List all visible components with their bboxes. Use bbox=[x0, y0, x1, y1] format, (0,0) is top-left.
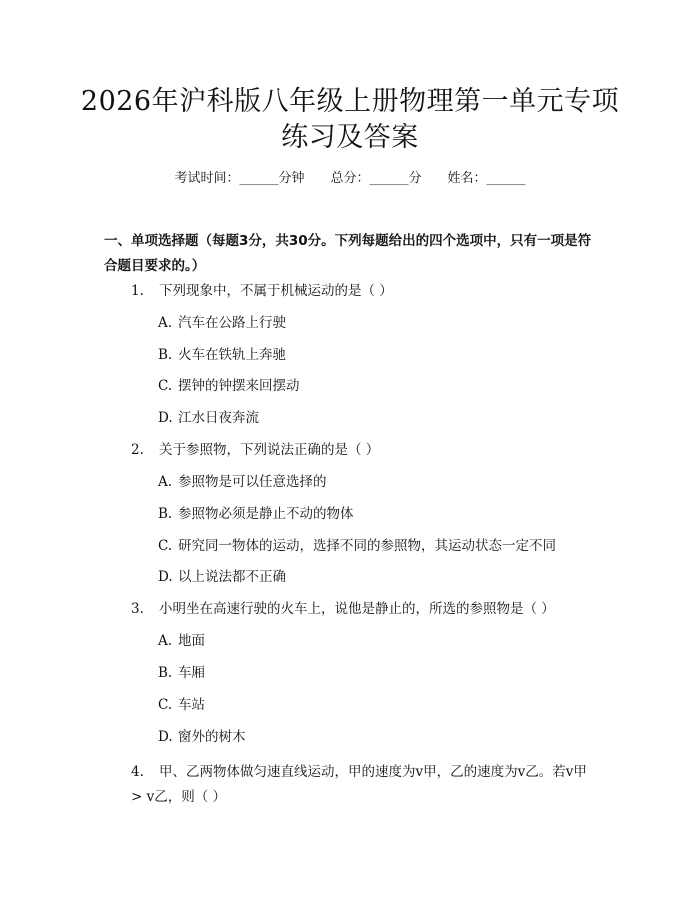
question-text: 小明坐在高速行驶的火车上，说他是静止的，所选的参照物是（ ） bbox=[159, 601, 555, 617]
option-3d bbox=[158, 727, 246, 747]
option-letter: A. bbox=[158, 633, 173, 649]
question-number: 2. bbox=[131, 442, 144, 458]
question-text: 关于参照物，下列说法正确的是（ ） bbox=[159, 442, 380, 458]
question-number: 1. bbox=[131, 283, 144, 299]
option-letter: B. bbox=[158, 665, 173, 681]
document-title-line-2: 练习及答案 bbox=[281, 122, 419, 153]
option-2d bbox=[158, 567, 286, 587]
question-1 bbox=[131, 281, 601, 301]
section-heading: 一、单项选择题（每题3分，共30分。下列每题给出的四个选项中，只有一项是符合题目要求的。） bbox=[104, 233, 592, 274]
option-text: 地面 bbox=[178, 633, 205, 649]
option-letter: D. bbox=[158, 729, 173, 745]
option-letter: A. bbox=[158, 474, 173, 490]
option-letter: B. bbox=[158, 506, 173, 522]
option-letter: D. bbox=[158, 569, 173, 585]
option-1c bbox=[158, 376, 300, 396]
option-letter: A. bbox=[158, 315, 173, 331]
option-text: 参照物必须是静止不动的物体 bbox=[178, 506, 354, 522]
option-text: 车厢 bbox=[178, 665, 205, 681]
option-1a bbox=[158, 313, 286, 333]
option-text: 以上说法都不正确 bbox=[178, 569, 286, 585]
total-score-field: 总分：______分 bbox=[330, 171, 422, 186]
option-letter: B. bbox=[158, 347, 173, 363]
option-2c bbox=[158, 536, 556, 556]
option-letter: C. bbox=[158, 378, 173, 394]
exam-time-field: 考试时间：______分钟 bbox=[174, 171, 305, 186]
option-3c bbox=[158, 695, 205, 715]
question-2 bbox=[131, 440, 601, 460]
option-text: 摆钟的钟摆来回摆动 bbox=[178, 378, 300, 394]
document-title-line-1: 2026年沪科版八年级上册物理第一单元专项 bbox=[80, 86, 620, 117]
student-name-field: 姓名：______ bbox=[447, 171, 526, 186]
option-1b bbox=[158, 345, 286, 365]
option-text: 江水日夜奔流 bbox=[178, 410, 259, 426]
option-3a bbox=[158, 631, 205, 651]
question-4 bbox=[131, 760, 601, 810]
option-text: 汽车在公路上行驶 bbox=[178, 315, 286, 331]
option-letter: D. bbox=[158, 410, 173, 426]
option-2b bbox=[158, 504, 354, 524]
question-number: 3. bbox=[131, 601, 144, 617]
option-text: 窗外的树木 bbox=[178, 729, 246, 745]
question-text: 下列现象中，不属于机械运动的是（ ） bbox=[159, 283, 393, 299]
option-letter: C. bbox=[158, 697, 173, 713]
option-1d bbox=[158, 408, 259, 428]
option-text: 研究同一物体的运动，选择不同的参照物，其运动状态一定不同 bbox=[178, 538, 556, 554]
option-letter: C. bbox=[158, 538, 173, 554]
option-3b bbox=[158, 663, 205, 683]
option-text: 车站 bbox=[178, 697, 205, 713]
question-number: 4. bbox=[131, 764, 144, 780]
question-text: 甲、乙两物体做匀速直线运动，甲的速度为v甲，乙的速度为v乙。若v甲 > v乙，则（ ） bbox=[131, 764, 587, 805]
option-text: 火车在铁轨上奔驰 bbox=[178, 347, 286, 363]
question-3 bbox=[131, 599, 601, 619]
option-2a bbox=[158, 472, 327, 492]
exam-info bbox=[0, 170, 700, 188]
option-text: 参照物是可以任意选择的 bbox=[178, 474, 327, 490]
